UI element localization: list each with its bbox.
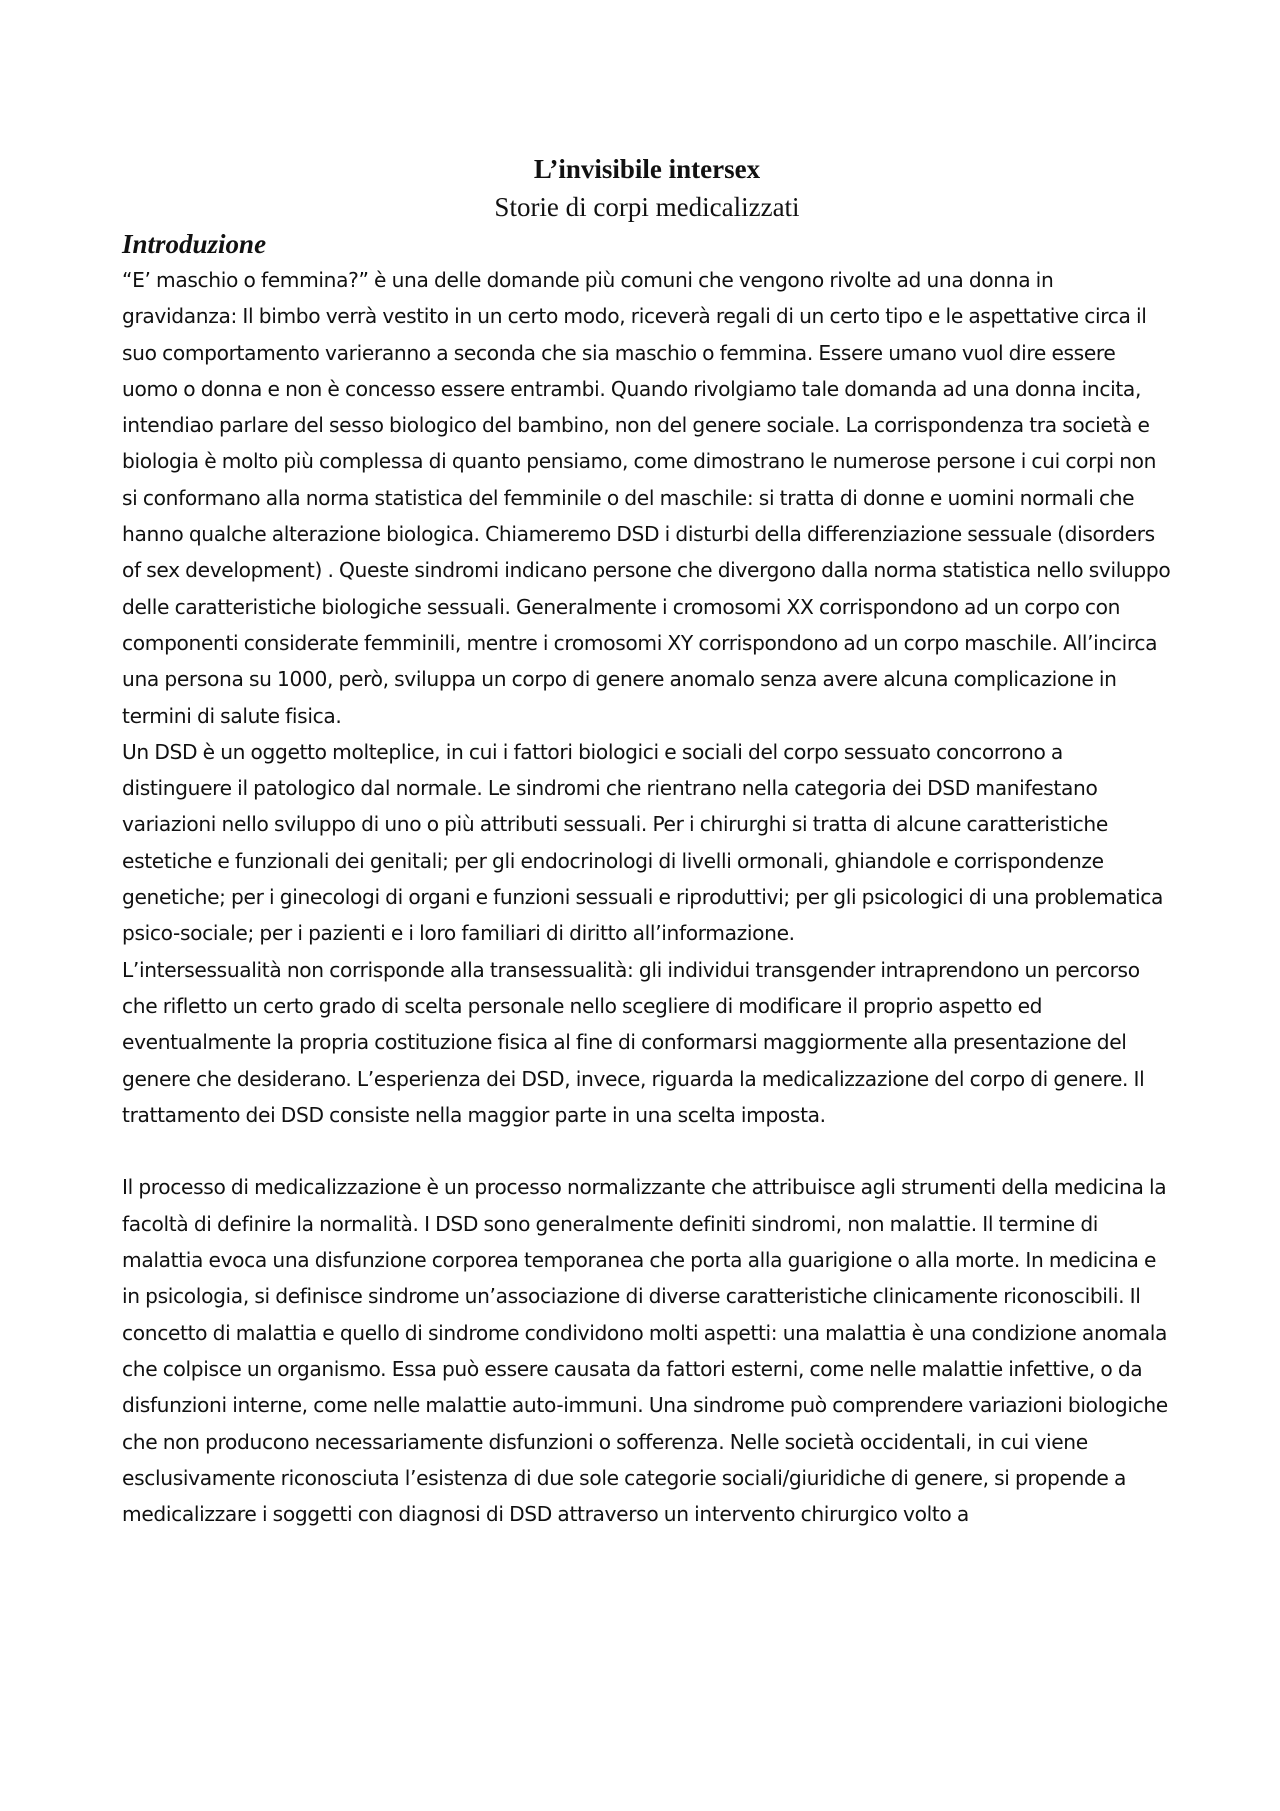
paragraph-gap [122, 1133, 1172, 1169]
document-title: L’invisibile intersex [533, 154, 761, 184]
document-page [122, 150, 1172, 1532]
paragraph-3: L’intersessualità non corrisponde alla transessualità: gli individui transgender intraprendono un percorso che rifletto un certo grado di scelta personale nello scegliere di modificare il proprio aspetto ed eventualmente la propria costituzione fisica al fine di conformarsi maggiormente alla presentazione del genere che desiderano. L’esperienza dei DSD, invece, riguarda la medicalizzazione del corpo di genere. Il trattamento dei DSD consiste nella maggior parte in una scelta imposta. [122, 957, 1145, 1127]
paragraph-4: Il processo di medicalizzazione è un processo normalizzante che attribuisce agli strumenti della medicina la facoltà di definire la normalità. I DSD sono generalmente definiti sindromi, non malattie. Il termine di malattia evoca una disfunzione corporea temporanea che porta alla guarigione o alla morte. In medicina e in psicologia, si definisce sindrome un’associazione di diverse caratteristiche clinicamente riconoscibili. Il concetto di malattia e quello di sindrome condividono molti aspetti: una malattia è una condizione anomala che colpisce un organismo. Essa può essere causata da fattori esterni, come nelle malattie infettive, o da disfunzioni interne, come nelle malattie auto-immuni. Una sindrome può comprendere variazioni biologiche che non producono necessariamente disfunzioni o sofferenza. Nelle società occidentali, in cui viene esclusivamente riconosciuta l’esistenza di due sole categorie sociali/giuridiche di genere, si propende a medicalizzare i soggetti con diagnosi di DSD attraverso un intervento chirurgico volto a [122, 1175, 1168, 1527]
paragraph-1: “E’ maschio o femmina?” è una delle domande più comuni che vengono rivolte ad una donna in gravidanza: Il bimbo verrà vestito in un certo modo, riceverà regali di un certo tipo e le aspettative circa il suo comportamento varieranno a seconda che sia maschio o femmina. Essere umano vuol dire essere uomo o donna e non è concesso essere entrambi. Quando rivolgiamo tale domanda ad una donna incita, intendiao parlare del sesso biologico del bambino, non del genere sociale. La corrispondenza tra società e biologia è molto più complessa di quanto pensiamo, come dimostrano le numerose persone i cui corpi non si conformano alla norma statistica del femminile o del maschile: si tratta di donne e uomini normali che hanno qualche alterazione biologica. Chiameremo DSD i disturbi della differenziazione sessuale (disorders of sex development) . Queste sindromi indicano persone che divergono dalla norma statistica nello sviluppo delle caratteristiche biologiche sessuali. Generalmente i cromosomi XX corrispondono ad un corpo con componenti considerate femminili, mentre i cromosomi XY corrispondono ad un corpo maschile. All’incirca una persona su 1000, però, sviluppa un corpo di genere anomalo senza avere alcuna complicazione in termini di salute fisica. [122, 268, 1171, 728]
document-subtitle: Storie di corpi medicalizzati [494, 192, 800, 222]
paragraph-2: Un DSD è un oggetto molteplice, in cui i fattori biologici e sociali del corpo sessuato concorrono a distinguere il patologico dal normale. Le sindromi che rientrano nella categoria dei DSD manifestano variazioni nello sviluppo di uno o più attributi sessuali. Per i chirurghi si tratta di alcune caratteristiche estetiche e funzionali dei genitali; per gli endocrinologi di livelli ormonali, ghiandole e corrispondenze genetiche; per i ginecologi di organi e funzioni sessuali e riproduttivi; per gli psicologici di una problematica psico-sociale; per i pazienti e i loro familiari di diritto all’informazione. [122, 739, 1164, 946]
section-heading: Introduzione [122, 229, 267, 259]
